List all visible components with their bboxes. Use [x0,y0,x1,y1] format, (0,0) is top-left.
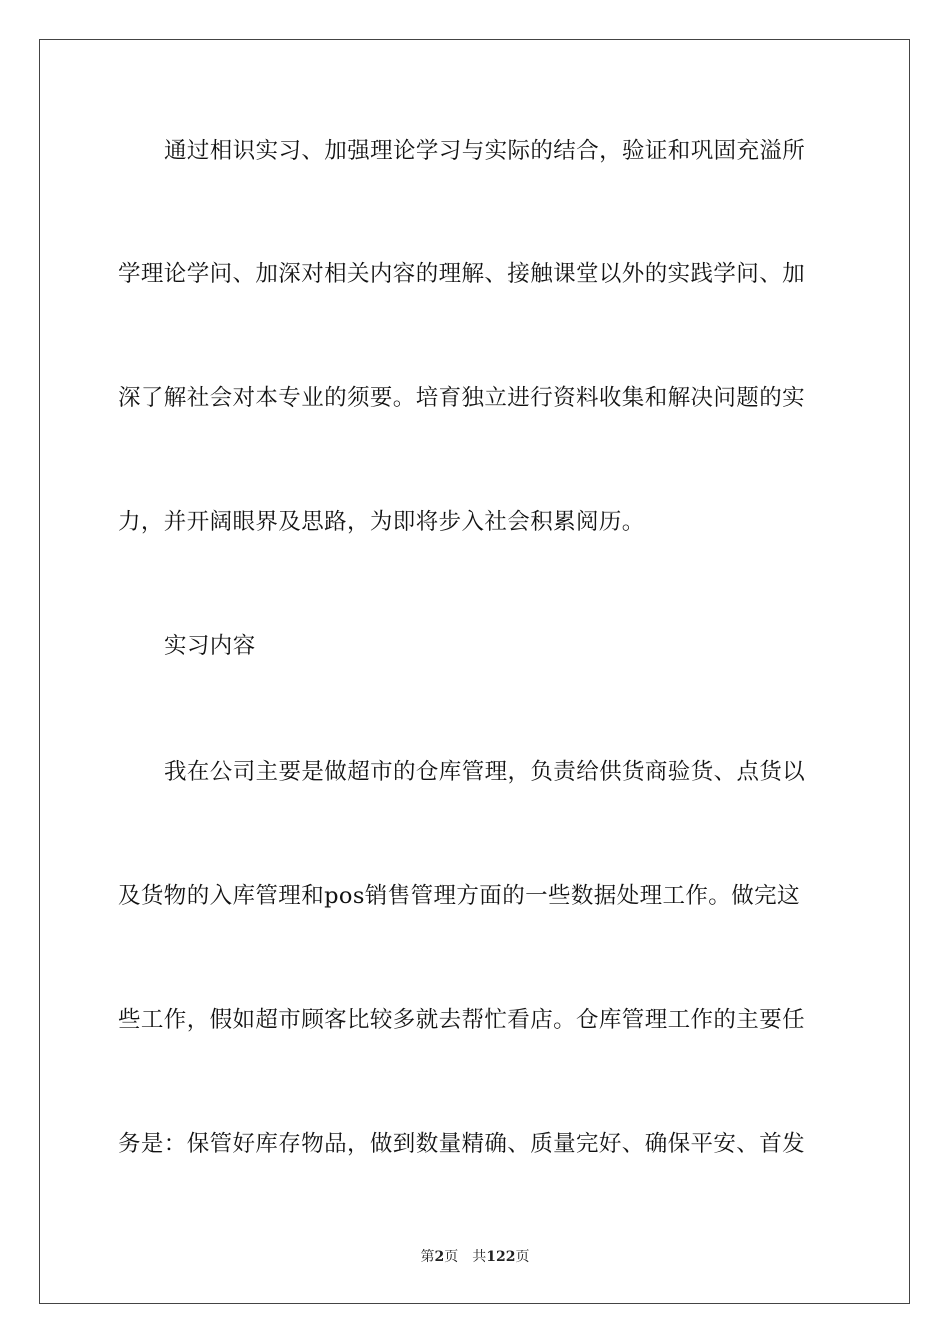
paragraph-2-line-1: 我在公司主要是做超市的仓库管理，负责给供货商验货、点货以 [164,759,806,785]
footer-total-pages: 122 [486,1249,516,1265]
footer-page-suffix: 页 [444,1249,459,1265]
footer-page-prefix: 第 [420,1249,435,1265]
footer-total-prefix: 共 [472,1249,487,1265]
paragraph-2-line-2: 及货物的入库管理和pos销售管理方面的一些数据处理工作。做完这 [118,883,800,909]
paragraph-2-line-3: 些工作，假如超市顾客比较多就去帮忙看店。仓库管理工作的主要任 [118,1007,806,1033]
page-footer [0,1248,950,1266]
footer-page-number: 2 [434,1249,445,1265]
page-border [39,39,910,1304]
footer-total-suffix: 页 [515,1249,530,1265]
paragraph-1-line-2: 学理论学问、加深对相关内容的理解、接触课堂以外的实践学问、加 [118,261,806,287]
paragraph-1-line-3: 深了解社会对本专业的须要。培育独立进行资料收集和解决问题的实 [118,385,806,411]
paragraph-1-line-4: 力，并开阔眼界及思路，为即将步入社会积累阅历。 [118,509,645,535]
section-heading: 实习内容 [164,633,256,659]
paragraph-1-line-1: 通过相识实习、加强理论学习与实际的结合，验证和巩固充溢所 [164,138,806,164]
paragraph-2-line-4: 务是：保管好库存物品，做到数量精确、质量完好、确保平安、首发 [118,1131,806,1157]
